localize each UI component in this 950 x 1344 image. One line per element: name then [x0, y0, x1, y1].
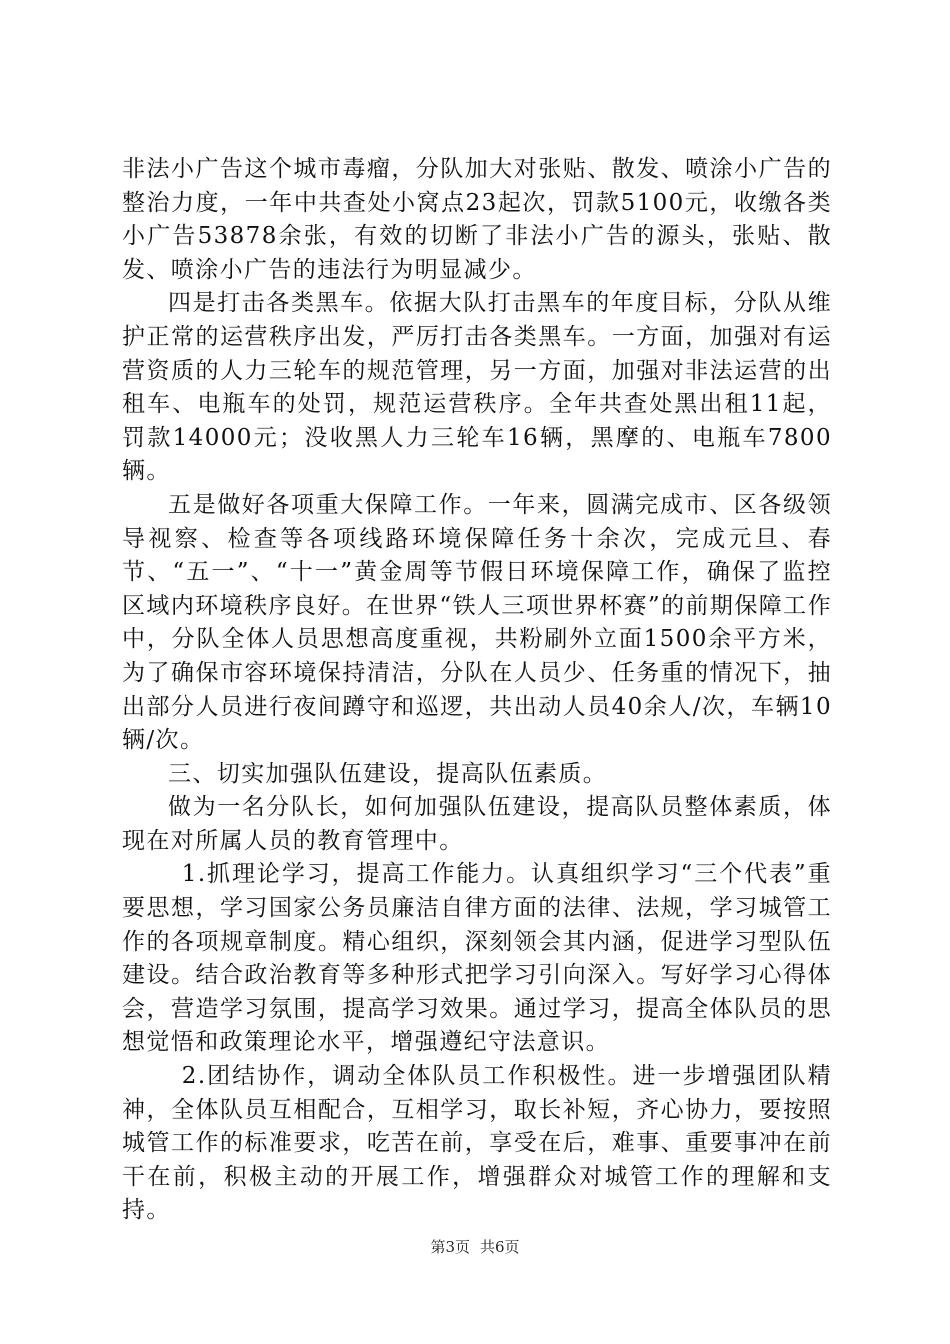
section-heading-team-building: 三、切实加强队伍建设，提高队伍素质。 [168, 760, 608, 787]
document-body [122, 153, 832, 1228]
paragraph-major-guarantee: 五是做好各项重大保障工作。一年来，圆满完成市、区各级领导视察、检查等各项线路环境保障任务十余次，完成元旦、春节、“五一”、“十一”黄金周等节假日环境保障工作，确保了监控区域内环境秩序良好。在世界“铁人三项世界杯赛”的前期保障工作中，分队全体人员思想高度重视，共粉刷外立面1500余平方米，为了确保市容环境保持清洁，分队在人员少、任务重的情况下，抽出部分人员进行夜间蹲守和巡逻，共出动人员40余人/次，车辆10辆/次。 [122, 491, 832, 754]
page-number: 第3页 [430, 1238, 470, 1256]
paragraph-teamwork: 2.团结协作，调动全体队员工作积极性。进一步增强团队精神，全体队员互相配合，互相学习，取长补短，齐心协力，要按照城管工作的标准要求，吃苦在前，享受在后，难事、重要事冲在前干在前，积极主动的开展工作，增强群众对城管工作的理解和支持。 [122, 1063, 832, 1224]
paragraph-theory-study: 1.抓理论学习，提高工作能力。认真组织学习“三个代表”重要思想，学习国家公务员廉洁自律方面的法律、法规，学习城管工作的各项规章制度。精心组织，深刻领会其内涵，促进学习型队伍建设。结合政治教育等多种形式把学习引向深入。写好学习心得体会，营造学习氛围，提高学习效果。通过学习，提高全体队员的思想觉悟和政策理论水平，增强遵纪守法意识。 [122, 861, 832, 1056]
page-total: 共6页 [480, 1238, 520, 1256]
page-footer [0, 1236, 950, 1258]
paragraph-black-vehicles: 四是打击各类黑车。依据大队打击黑车的年度目标，分队从维护正常的运营秩序出发，严厉打击各类黑车。一方面，加强对有运营资质的人力三轮车的规范管理，另一方面，加强对非法运营的出租车、电瓶车的处罚，规范运营秩序。全年共查处黑出租11起，罚款14000元；没收黑人力三轮车16辆，黑摩的、电瓶车7800辆。 [122, 290, 832, 485]
paragraph-continuation: 非法小广告这个城市毒瘤，分队加大对张贴、散发、喷涂小广告的整治力度，一年中共查处小窝点23起次，罚款5100元，收缴各类小广告53878余张，有效的切断了非法小广告的源头，张贴、散发、喷涂小广告的违法行为明显减少。 [122, 156, 832, 283]
paragraph-team-leader: 做为一名分队长，如何加强队伍建设，提高队员整体素质，体现在对所属人员的教育管理中。 [122, 794, 832, 854]
